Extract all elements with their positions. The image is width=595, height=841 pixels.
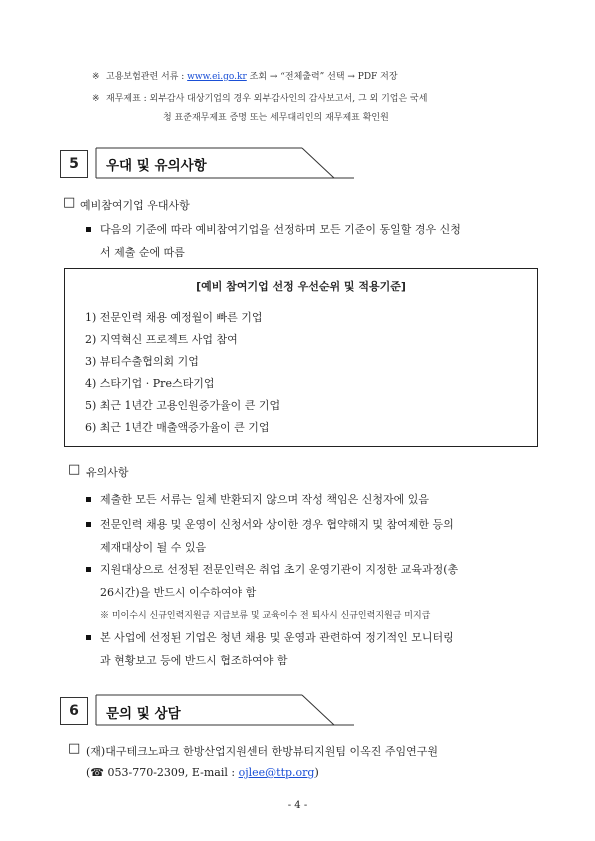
caution-bullet-1: 제출한 모든 서류는 일체 반환되지 않으며 작성 책임은 신청자에 있음: [100, 493, 429, 506]
bullet-icon: [86, 567, 91, 572]
criteria-item: 3) 뷰티수출협의회 기업: [85, 355, 199, 368]
checkbox-square-icon: □: [63, 195, 76, 210]
criteria-box-title: [예비 참여기업 선정 우선순위 및 적용기준]: [196, 280, 406, 293]
section5-header-frame: [58, 146, 358, 180]
note-prefix: 고용보험관련 서류 :: [106, 72, 188, 82]
preference-heading: 예비참여기업 우대사항: [80, 199, 190, 212]
note-mark: ※: [92, 94, 100, 104]
criteria-item: 1) 전문인력 채용 예정월이 빠른 기업: [85, 311, 263, 324]
bullet-icon: [86, 497, 91, 502]
bullet-icon: [86, 522, 91, 527]
contact-phone-email: [86, 766, 319, 779]
email-link[interactable]: ojlee@ttp.org: [238, 766, 315, 779]
section6-number: 6: [60, 697, 88, 725]
caution-bullet-3-line2: 26시간)을 반드시 이수하여야 함: [100, 586, 257, 599]
caution-note: ※ 미이수시 신규인력지원금 지급보류 및 교육이수 전 퇴사시 신규인력지원금 미지급: [100, 611, 431, 621]
phone-close-paren: ): [314, 766, 319, 779]
criteria-item: 4) 스타기업 · Pre스타기업: [85, 377, 215, 390]
contact-line: (재)대구테크노파크 한방산업지원센터 한방뷰티지원팀 이옥진 주임연구원: [86, 745, 438, 758]
caution-heading: 유의사항: [86, 466, 129, 479]
section5-number: 5: [60, 150, 88, 178]
bullet-icon: [86, 635, 91, 640]
checkbox-square-icon: □: [68, 462, 81, 477]
phone-open-paren: (: [86, 766, 91, 779]
page-number: - 4 -: [287, 800, 308, 811]
caution-bullet-2-line2: 제재대상이 될 수 있음: [100, 541, 207, 554]
criteria-item: 6) 최근 1년간 매출액증가율이 큰 기업: [85, 421, 270, 434]
note-financial-statements: [92, 91, 427, 104]
caution-bullet-4-line1: 본 사업에 선정된 기업은 청년 채용 및 운영과 관련하여 정기적인 모니터링: [100, 631, 454, 644]
note-suffix: 조회 → “전체출력” 선택 → PDF 저장: [246, 72, 398, 82]
criteria-item: 2) 지역혁신 프로젝트 사업 참여: [85, 333, 238, 346]
section6-title: 문의 및 상담: [106, 706, 181, 722]
bullet-icon: [86, 227, 91, 232]
section6-header-frame: [58, 693, 358, 727]
criteria-item: 5) 최근 1년간 고용인원증가율이 큰 기업: [85, 399, 281, 412]
phone-icon: ☎: [90, 766, 104, 779]
note-mark: ※: [92, 72, 100, 82]
criteria-box: [64, 268, 538, 447]
note-financial-statements-line2: 청 표준재무제표 증명 또는 세무대리인의 재무제표 확인원: [163, 113, 389, 123]
ei-link[interactable]: www.ei.go.kr: [187, 72, 247, 82]
note-employment-insurance: [92, 69, 398, 82]
caution-bullet-2-line1: 전문인력 채용 및 운영이 신청서와 상이한 경우 협약해지 및 참여제한 등의: [100, 518, 454, 531]
preference-bullet-line2: 서 제출 순에 따름: [100, 246, 185, 259]
preference-bullet-line1: 다음의 기준에 따라 예비참여기업을 선정하며 모든 기준이 동일할 경우 신청: [100, 223, 461, 236]
phone-text: 053-770-2309, E-mail :: [104, 766, 239, 779]
caution-bullet-3-line1: 지원대상으로 선정된 전문인력은 취업 초기 운영기관이 지정한 교육과정(총: [100, 563, 459, 576]
caution-bullet-4-line2: 과 현황보고 등에 반드시 협조하여야 함: [100, 654, 288, 667]
note-line1: 재무제표 : 외부감사 대상기업의 경우 외부감사인의 감사보고서, 그 외 기업은 국세: [106, 94, 428, 104]
section5-title: 우대 및 유의사항: [106, 158, 207, 174]
checkbox-square-icon: □: [68, 741, 81, 756]
